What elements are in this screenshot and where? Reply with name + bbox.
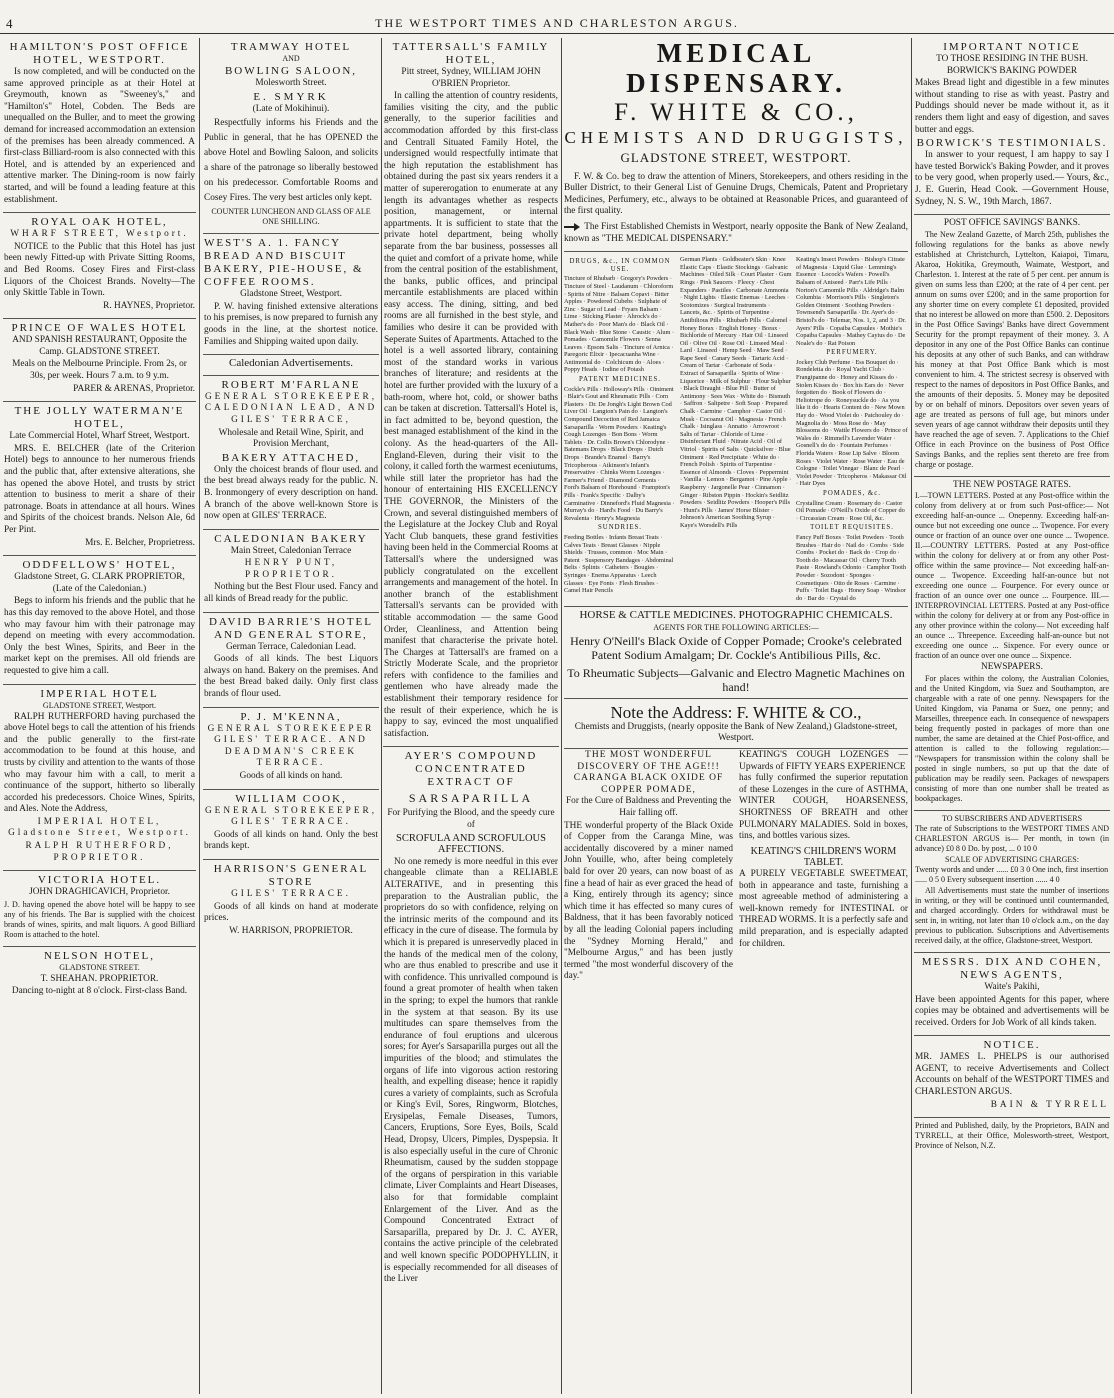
ad-body: Is now completed, and will be conducted on the same approved principle as at their Hotel at Greymouth, known as "Sweeney's," and "Hamilton's" Hotel, Cobden. The Beds are unequalled on the Buller, and to meet the growing demand for increased accommodation an extension of the premises has been already commenced. A first-class Billiard-room is also connected with this Hotel, and is attended by an experienced and attentive marker. The Dining-room is now fairly started, and will be found a leading feature at this establishment.	[4, 67, 195, 205]
ad-subheading: Main Street, Caledonian Terrace	[230, 545, 352, 556]
ad-heading: HARRISON'S GENERAL STORE	[213, 862, 369, 888]
ad-heading: THE MOST WONDERFUL DISCOVERY OF THE AGE!!! CARANGA BLACK OXIDE OF COPPER POMADE,	[573, 750, 724, 795]
address-body: Chemists and Druggists, (nearly opposite the Bank of New Zealand,) Gladstone-street, Westport.	[564, 722, 908, 749]
ad-product-name: SARSAPARILLA	[408, 791, 534, 806]
ad-postage-rates	[914, 477, 1110, 811]
rheumatic-note: To Rheumatic Subjects—Galvanic and Electro Magnetic Machines on hand!	[564, 666, 908, 699]
ad-subheading: For the Cure of Baldness and Preventing the Hair falling off.	[566, 796, 731, 819]
product-list-column-3	[796, 256, 908, 602]
ad-address: IMPERIAL HOTEL, Gladstone Street, Westport.	[8, 816, 191, 839]
ad-heading: VICTORIA HOTEL.	[37, 874, 162, 887]
ad-subheading: Late Commercial Hotel, Wharf Street, Westport.	[9, 431, 190, 442]
ad-body: NOTICE to the Public that this Hotel has just been newly Fitted-up with Private Sitting Rooms, and Bed Rooms. Cosey Fires and First-class Liquors of the Choicest Brands. Novelty—The only Skittle Table in Town.	[4, 241, 195, 299]
dispensary-established-line	[564, 222, 908, 245]
ad-heading: ODDFELLOWS' HOTEL,	[22, 559, 177, 572]
dispensary-established: The First Established Chemists in Westport, nearly opposite the Bank of New Zealand, known as "THE MEDICAL DISPENSARY."	[564, 221, 908, 244]
ad-heading-2: SCALE OF ADVERTISING CHARGES:	[945, 854, 1079, 864]
ad-heading-2: BORWICK'S TESTIMONIALS.	[916, 137, 1108, 150]
ad-heading: ROYAL OAK HOTEL,	[31, 216, 168, 229]
ad-royal-oak	[3, 213, 196, 319]
section-heading-caledonian: Caledonian Advertisements.	[203, 355, 379, 376]
ad-prince-of-wales	[3, 319, 196, 402]
ad-mfarlane	[203, 376, 379, 530]
dispensary-street: GLADSTONE STREET, WESTPORT.	[620, 150, 852, 165]
ad-body: Respectfully informs his Friends and the Public in general, that he has OPENED the above Hotel and Bowling Saloon, and solicits a share of the patronage so liberally bestowed on his predecessor. Comfortable Rooms and Cosey Fires. The very best articles only kept.	[204, 118, 378, 204]
ad-subheading: JOHN DRAGHICAVICH, Proprietor.	[29, 887, 170, 898]
column-rule	[911, 38, 912, 1394]
ad-body-2: A PURELY VEGETABLE SWEETMEAT, both in appearance and taste, furnishing a most agreeable method of administering a well-known remedy for INTESTINAL or THREAD WORMS. It is a perfectly safe and mild preparation, and is especially adapted for children.	[739, 869, 908, 949]
newspaper-title: THE WESTPORT TIMES AND CHARLESTON ARGUS.	[375, 16, 739, 30]
ad-heading: IMPORTANT NOTICE	[943, 41, 1081, 53]
ad-body: has fully confirmed the superior reputation of these Lozenges in the cure of ASTHMA, WINTER COUGH, HOARSENESS, SHORTNESS OF BREATH and other PULMONARY MALADIES. Sold in boxes, tins, and bottles various sizes.	[739, 773, 908, 842]
agents-list: Henry O'Neill's Black Oxide of Copper Pomade; Crooke's celebrated Patent Sodium Amalgam; Dr. Cockle's Antibilious Pills, &c.	[570, 633, 902, 662]
ad-body: Goods of all kinds on hand at moderate prices.	[204, 901, 378, 924]
dispensary-intro: F. W. & Co. beg to draw the attention of Miners, Storekeepers, and others residing in the Buller District, to their General List of Genuine Drugs, Chemicals, Patent and Proprietary Medicines, Perfumery, etc., always to be obtained at Reasonable Prices, and guaranteed of the first quality.	[564, 171, 908, 217]
ad-heading: AYER'S COMPOUND CONCENTRATED EXTRACT OF	[404, 750, 538, 789]
list-items: Jockey Club Perfume · Ess Bouquet do · Rondeletia do · Royal Yacht Club · Frangipanne do · Honey and Kisses do · Stolen Kisses do · Box his Ears do · Never forgotten do · Book of Flowers do · Heliotrope do · Roneysuckle do · As you like it do · Hearts Content do · New Mown Hay do · Wood Violet do · Patchouley do · Magnolia do · Moss Rose do · May Blossoms do · Wattle Flowers do · Prince of Wales do · Rimmell's Lavender Water · Gosnell's do do · Fountain Perfumes · Florida Waters · Rose Lip Salve · Bloom Roses · Violet Water · Rose Water · Eau de Cologne · Toilet Vinegar · Blanc de Pearl · Violet Powder · Tricopheros · Makassar Oil · Hair Dyes	[796, 358, 908, 488]
ad-subheading: TO THOSE RESIDING IN THE BUSH. BORWICK'S BAKING POWDER	[936, 54, 1088, 76]
ad-and: AND	[282, 54, 300, 63]
ad-subheading: AND SPANISH RESTAURANT, Opposite the Camp. GLADSTONE STREET.	[12, 335, 187, 357]
ad-heading: IMPERIAL HOTEL	[40, 687, 159, 700]
ad-heading: CALEDONIAN BAKERY	[214, 532, 368, 545]
ad-proprietor-name: E. SMYRK	[253, 90, 329, 103]
ad-heading-2: NEWSPAPERS.	[981, 662, 1043, 673]
ad-subheading: GILES' TERRACE.	[231, 888, 351, 899]
list-items: Cockle's Pills · Holloway's Pills · Ointment · Blair's Gout and Rheumatic Pills · Corn Plasters · Dr. De Jongh's Light Brown Cod Liver Oil · Langton's Pain do · Langton's Compound Decoction of Red Jamaica Sarsaparilla · Worm Powders · Keating's Cough Lozenges · Bon Bons · Worm Tablets · Dr. Collis Brown's Chlorodyne · Batemans Drops · Black Drops · Dutch Drops · Brande's Enamel · Barry's Tricopherous · Atkinson's Infant's Preservative · Chinks Worm Lozenges · Farmer's Friend · Diamond Cements · Ford's Balsam of Horehound · Frampton's Pills · Frank's Specific · Dalby's Carminative · Dinneford's Fluid Magnesia · Murray's do · Hard's Food · Du Barry's Revalenta · Henry's Magnesia	[564, 385, 675, 522]
ad-subheading-2: SCROFULA AND SCROFULOUS AFFECTIONS.	[396, 832, 546, 856]
ad-body: Goods of all kinds on hand. Only the best brands kept.	[204, 829, 378, 852]
ad-proprietor: HENRY PUNT, PROPRIETOR.	[244, 558, 338, 580]
ad-tattersalls	[383, 38, 559, 747]
ad-subheading: German Terrace, Caledonian Lead.	[225, 641, 357, 652]
ad-heading: DAVID BARRIE'S HOTEL AND GENERAL STORE,	[208, 615, 373, 641]
ad-signature: Mrs. E. Belcher, Proprietress.	[85, 537, 195, 548]
ad-subheading: GENERAL STOREKEEPER, CALEDONIAN LEAD, AND GILES' TERRACE,	[204, 391, 378, 425]
agents-heading: AGENTS FOR THE FOLLOWING ARTICLES:—	[653, 622, 819, 632]
list-items: German Plants · Goldbeater's Skin · Knee Elastic Caps · Elastic Stockings · Galvanic Machines · Oiled Silk · Court Plaster · Gum Rings · Pink Saucers · Fleecy · Chest Expanders · Pastiles · Carbonate Ammonia · Night Lights · Elastic Enemas · Leeches · Scotomizes · Surgical Instruments · Lancets, &c. · Spirits of Turpentine · Antibilious Pills · Rhubarb Pills · Calomel · Honey Borax · English Honey · Borax · Bichloride of Mercury · Hair Oil · Linseed Oil · Olive Oil · Rose Oil · Linseed Meal · Lard · Linseed · Hemp Seed · Maw Seed · Rape Seed · Canary Seeds · Tartaric Acid · Cream of Tartar · Carbonate of Soda · Extract of Sarsaparilla · Spirits of Wine · Liquorice · Milk of Sulphur · Flour Sulphur · Black Draught · Blue Pill · Butter of Antimony · Sees Wax · White do · Bismuth · Saffron · Saltpetre · Soft Soap · Prepared Chalk · Carmine · Camphor · Castor Oil · Musk · Cocoanut Oil · Magnesia · French Chalk · Isinglass · Annatto · Arrowroot · Salts of Tartar · Chloride of Lime · Disinfectant Fluid · Nitrate Acid · Oil of Vitriol · Spirits of Salts · Quicksilver · Blue Ointment · Red Precipitate · White do · French Polish · Spirits of Turpentine · Essence of Almonds · Cloves · Peppermint · Vanilla · Lemon · Bergamot · Pine Apple · Raspberry · Jargonelle Pear · Cinnamon · Ginger · Ribston Pippin · Hockin's Seidlitz Powders · Seidlitz Powders · Hooper's Pills · Hunt's Pills · James' Horse Blister · Johnson's American Soothing Syrup · Kaye's Worsdell's Pills	[680, 256, 792, 529]
ad-borwick	[914, 38, 1110, 215]
ad-subheading: GENERAL STOREKEEPER, GILES' TERRACE.	[204, 805, 378, 828]
ad-wests-bakery	[203, 234, 379, 355]
ad-signature: PARER & ARENAS, Proprietor.	[73, 383, 195, 394]
ad-ayers-sarsaparilla	[383, 747, 559, 1291]
ad-signature: T. SHEAHAN. PROPRIETOR.	[40, 973, 159, 984]
ad-body: Goods of all kinds on hand.	[239, 771, 343, 781]
list-section-heading: TOILET REQUISITES.	[810, 524, 894, 532]
ad-body: Makes Bread light and digestible in a few minutes without standing to rise as with yeast. Pastry and Puddings should never be made without it, as it renders them light and easy of digestion, and saves butter and eggs.	[915, 78, 1109, 135]
ad-oddfellows	[3, 556, 196, 684]
ad-heading: WILLIAM COOK,	[235, 792, 347, 805]
ad-harrison	[203, 860, 379, 943]
ad-heading: THE NEW POSTAGE RATES.	[953, 479, 1071, 490]
list-section-heading: DRUGS, &c., IN COMMON USE.	[569, 258, 671, 273]
ad-body: Meals on the Melbourne Principle. From 2s, or 30s, per week. Hours 7 a.m. to 9 y.m.	[12, 359, 187, 382]
ad-body: THE wonderful property of the Black Oxide of Copper from the Caranga Mine, was accidentally discovered by a miner named John Youille, who, after being completely bald for over 20 years, can now boast of as fine a head of hair as ever graced the head of a King, entirely through its agency; since which time it has effected so many cures of Baldness, that it has been favorably noticed by all the leading Colonial papers including the "Sydney Morning Herald," and "Melbourne Argus," and has been justly termed "the most wonderful discovery of the day."	[564, 820, 733, 982]
ad-heading: ROBERT M'FARLANE	[221, 378, 361, 391]
column-rule	[561, 38, 562, 1394]
product-list-column-2	[680, 256, 792, 602]
ad-nelson	[3, 947, 196, 1004]
ad-caledonian-bakery	[203, 530, 379, 613]
address-heading: Note the Address: F. WHITE & CO.,	[610, 702, 862, 722]
list-items: Keating's Insect Powders · Bishop's Citrate of Magnesia · Liquid Glue · Lemming's Essence · Locock's Wafers · Powell's Balsam of Aniseed · Parr's Life Pills · Norton's Camomile Pills · Aldridge's Balm Columbia · Morrison's Pills · Singleton's Golden Ointment · Soothing Powders · Townsend's Sarsaparilla · Dr. Ayer's do · Bristol's do · Telemar, Nos. 1, 2, and 3 · Dr. Ayers' Pills · Copaiba Capsules · Mothie's Copaiba Capsules · Mathey Cayius do · De Noale's do · Rat Poison	[796, 256, 906, 347]
ad-signature: W. HARRISON, PROPRIETOR.	[229, 925, 353, 936]
ad-body: In calling the attention of country residents, families visiting the city, and the public generally, to the superior facilities and accommodation afforded by this first-class and Centrall Situated Family Hotel, the undersigned would respectfully intimate that the high reputation the establishment has obtained during the past six years renders it a matter of supererogation to enumerate at any length its advantages whether as respects position, management, or internal appartments. It is sufficient to state that the private hotel department, being wholly separate from the bar business, possesses all the quiet and comfort of a private home, while from the central position of the establishment, the banks, public offices, and principal mercantile establishments are placed within easy access. The dining, sitting, and bed rooms are all furnished in the best style, and families who desire it can be provided with Seperate Suites of Apartments. Attached to the hotel is a well assorted library, containing most of the standard works in various branches of literature; and residents at the hotel are further provided with the luxury of a bath-room, where hot, cold, or shower baths can be taken at discretion. Tattersall's Hotel is, in fact admitted to be, beyond question, the best managed establishment of the kind in the colony. As the head-quarters of the All-England-Eleven, during their visit to the colony, it called forth the warmest eceniutums, while still later the proprietor has had the honour of entertaining HIS EXCELLENCY THE GOVERNOR, the Ministers of the Crown, and several distinguished members of the Legislature at the Jockey Club and Royal Yacht Club banquets, these grand festivities having been held in the Commercial Rooms at Tattersall's where the undersigned was publicly congratulated on the excellent arrangements and management of the hotel. In another branch of the establishment Tattersall's servants can be provided with stitable accommodation — the same Good Order, Cleanliness, and Attention being manifest that characterise the private hotel. The Charges at Tattersall's are framed on a Strictly Moderate Scale, and the proprietor refers with confidence to the families and gentlemen who have already made the establishment their temporary residence for the result of their experience, which he is happy to say, evinced the most unqualified satisfaction.	[384, 91, 558, 739]
ad-signature: RALPH RUTHERFORD, PROPRIETOR.	[25, 841, 174, 863]
ad-subheading: WHARF STREET, Westport.	[10, 229, 189, 240]
list-section-heading: POMADES, &c.	[823, 489, 881, 497]
list-items: Crystalline Cream · Rosemary do · Castor Oil Pomade · O'Neill's Oxide of Copper do · Circassian Cream · Rose Oil, &c.	[796, 499, 905, 522]
ad-victoria	[3, 871, 196, 947]
ad-dix-cohen	[914, 953, 1110, 1036]
ad-body: J. D. having opened the above hotel will be happy to see any of his friends. The Bar is supplied with the choicest brands of wines, spirits, and malt liquors. A good Billiard Room is attached to the hotel.	[4, 899, 195, 939]
ad-subheading: Waite's Pakihi,	[984, 981, 1040, 992]
ad-body: Dancing to-night at 8 o'clock. First-class Band.	[11, 986, 188, 997]
ad-body: MRS. E. BELCHER (late of the Criterion Hotel) begs to announce to her numerous friends and the public that, after extensive alterations, she has opened the above Hotel, and trusts by strict attention to business to merit a share of their patronage. Boats in attendance at all hours. Wines and Spirits of the choicest brands. Nelson Ale, 6d Per Pint.	[4, 443, 195, 535]
ad-body: The rate of Subscriptions to the WESTPORT TIMES AND CHARLESTON ARGUS is— Per month, in town (in advance) £0 8 0 Do. by post, ... 0 10 0	[915, 823, 1109, 853]
ad-subheading: BOWLING SALOON,	[224, 65, 358, 77]
ad-heading: HAMILTON'S POST OFFICE HOTEL, WESTPORT.	[9, 41, 190, 66]
dispensary-chemists: CHEMISTS AND DRUGGISTS,	[564, 128, 908, 147]
page-number: 4	[6, 16, 13, 31]
column-rule	[381, 38, 382, 1394]
ad-heading: POST OFFICE SAVINGS' BANKS.	[943, 218, 1081, 229]
ad-heading-2: KEATING'S CHILDREN'S WORM TABLET.	[750, 845, 897, 869]
column-1	[3, 38, 196, 1394]
ad-street: Molesworth Street.	[255, 78, 327, 88]
ad-subheading: GENERAL STOREKEEPER GILES' TERRACE. AND DEADMAN'S CREEK TERRACE.	[207, 723, 375, 769]
ad-subscribers	[914, 811, 1110, 953]
list-section-heading: SUNDRIES.	[598, 524, 642, 532]
ad-signature: BAIN & TYRRELL	[990, 1099, 1109, 1110]
column-4-medical-dispensary	[564, 38, 908, 1394]
ad-heading: TO SUBSCRIBERS AND ADVERTISERS	[941, 813, 1083, 823]
list-items: Tincture of Rhubarb · Gregory's Powders · Tincture of Steel · Laudanum · Chloroform · Spirits of Nitre · Balsam Copavi · Bitter Apples · Powdered Cubebs · Sulphate of Zinc · Sugar of Lead · Fryars Balsam · Lime · Sticking Plaster · Ahrock's do · Mather's do · Poor Man's do · Black Oil · Black Wash · Blue Stone · Caustic · Alum · Pomades · Camomile Flowers · Senna Leaves · Epsom Salts · Tincture of Arnica · Paregoric Elixir · Ipecacuanha Wine · Antimonial do · Colchicum do · Aloes · Poppy Heads · Iodine of Potash	[564, 275, 675, 374]
ad-hamilton	[3, 38, 196, 213]
ad-body-2: In answer to your request, I am happy to say I have tested Borwick's Baking Powder, and it proves to be very good, when properly used.— Yours, &c., J. E. Guerin, Head Cook. —Government House, Sydney, N. S. W., 19th March, 1867.	[915, 150, 1109, 207]
ad-body: MR. JAMES L. PHELPS is our authorised AGENT, to receive Advertisements and Collect Accounts on behalf of the WESTPORT TIMES and CHARLESTON ARGUS.	[915, 1052, 1109, 1098]
imprint-text: Printed and Published, daily, by the Proprietors, BAIN and TYRRELL, at their Office, Molesworth-street, Westport, Province of Nelson, N.Z.	[915, 1121, 1109, 1151]
ad-subheading: GLADSTONE STREET.	[59, 962, 140, 972]
list-section-heading: PERFUMERY.	[826, 349, 878, 357]
ad-late: (Late of Mokihinui).	[252, 103, 330, 114]
ad-body: Nothing but the Best Flour used. Fancy and all kinds of Bread ready for the public.	[204, 582, 378, 605]
ad-subheading: Pitt street, Sydney, WILLIAM JOHN O'BRIEN Proprietor.	[401, 67, 541, 89]
column-5	[914, 38, 1110, 1394]
ad-body: RALPH RUTHERFORD having purchased the above Hotel begs to call the attention of his friends and the public generally to the first-rate accommodation to be found at this house, and trusts by civility and attention to the wants of those who may favour him with a call, to merit a continuance of the support, hitherto so liberally accorded his predecessors. Choice Wines, Spirits, and Ales. Note the Address,	[4, 711, 195, 815]
product-list-column-1	[564, 256, 676, 602]
ad-body-2: For places within the colony, the Australian Colonies, and the United Kingdom, via Suez and Southampton, are chargeable with a rate of one penny. Newspapers for the United Kingdom, via Panama or Suez, one penny; and Marseilles, threepence each. In consequence of newspapers being frequently posted in packages of more than one number, the same are detained at the Chief Post-office, and attention is called to the following regulation:— "Newspapers for transmission within the colony shall be posted in single numbers, so put up that the date of publication may be readily seen. Packages of newspapers consisting of more than one number shall be treated as bookpackages.	[915, 673, 1109, 803]
ad-heading: NELSON HOTEL,	[44, 949, 155, 962]
ad-bakery-attached: BAKERY ATTACHED,	[221, 451, 361, 464]
list-items: Fancy Puff Boxes · Toilet Powders · Tooth Brushes · Hair do · Nail do · Combs · Side Combs · Pocket do · Back do · Crop do · Tooth do · Macassar Oil · Cherry Tooth Paste · Rowland's Odonto · Camphor Tooth Powder · Sozodont · Sponges · Cosmetiques · Otto de Roses · Carmine · Puffs · Toilet Bags · Honey Soap · Windsor do · Bar do · Crystal do	[796, 533, 907, 602]
ad-body: I.—TOWN LETTERS. Posted at any Post-office within the colony from delivery at or from such Post-office:— Not exceeding half-an-ounce ... Onepenny. Exceeding half-an-ounce but not exceeding one ounce ... Twopence. For every ounce or fraction of an ounce over one ounce ... Twopence. II.—COUNTRY LETTERS. Posted at any Post-office within the colony for delivery at or from any other Post-office within the same province— Not exceeding half-an-ounce ... Twopence. Exceeding half-an-ounce but not exceeding one ounce ... Fourpence. For every ounce or fraction of an ounce over one ounce ... Fourpence. III.—INTERPROVINCIAL LETTERS. Posted at any Post-office within the colony for delivery at or from any Post-office in any other province within the colony— Not exceeding half an ounce ... Threepence. Exceeding half-an-ounce but not exceeding one ounce ... Sixpence. For every ounce or fraction of an ounce over one ounce ... Sixpence.	[915, 491, 1109, 661]
masthead	[0, 12, 1114, 34]
ad-jolly-waterman	[3, 402, 196, 556]
ad-body-2: Only the choicest brands of flour used. and the best bread always ready for the public. N. B. Ironmongery of every description on hand. A branch of the above well-known Store is now open at GILES' TERRACE.	[204, 464, 378, 522]
bottom-ads	[564, 750, 908, 984]
ad-subheading: For Purifying the Blood, and the speedy cure of	[387, 808, 555, 831]
ad-signature: R. HAYNES, Proprietor.	[103, 300, 195, 311]
ad-notice-phelps	[914, 1036, 1110, 1118]
dispensary-title: MEDICAL DISPENSARY.	[626, 38, 846, 98]
imprint	[914, 1118, 1110, 1157]
ad-body-3: All Advertisements must state the number of insertions in writing, or they will be continued until countermanded, and charged accordingly. Orders for withdrawal must be sent in, in writing, not later than 10 o'clock a.m., on the day previous to publication. Subscriptions and Advertisements received daily, at the office, Gladstone-street, Westport.	[915, 885, 1109, 945]
ad-mkenna	[203, 708, 379, 790]
ad-body: The New Zealand Gazette, of March 25th, publishes the following regulations for the banks as above newly established at Christchurch, Lyttelton, Kaiapoi, Timaru, Akaroa, Hokitika, Greymouth, Waimate, Westport, and Charleston. 1. Interest at the rate of 5 per cent. per annum is given on sums less than £200; at the rate of 4 per cent. per annum on sums over £200; and in the same proportion for any shorter time on every complete £1 deposited, provided that no interest be allowed on more than £500. 2. Depositors in the Post Office Savings' Banks have direct Government Security for the prompt repayment of their money. 3. A depositor in any one of the Post Office Banks can continue his deposits at any other of such Banks, and can withdraw his money at that Post Office Bank which is most convenient to him. 4. The strictest secresy is observed with respect to the names of depositors in Post Office Banks, and the amounts of their deposits. 5. Money may be deposited by or on behalf of minors. Depositors over seven years of age are treated as persons of full age, but minors under seven years of age cannot withdraw their deposits until they have reached the age of seven. 7. Applications to the Chief Office in each Province on the business of Post Office Savings Banks, and the replies sent thereto are free from charge or postage.	[915, 229, 1109, 469]
list-items: Feeding Bottles · Infants Breast Teats · Calves Teats · Breast Glasses · Nipple Shields · Trusses, common · Moc Main · Patent · Suspensory Bandages · Abdominal Belts · Splints · Catheters · Bougies · Syringes · Enema Apparatus · Leech Glasses · Eye Fonts · Flesh Brushes · Camel Hair Pencils	[564, 533, 674, 595]
ad-body: P. W. having finished extensive alterations to his premises, is now prepared to furnish any goods in the line, at the shortest notice. Families and Shipping waited upon daily.	[204, 301, 378, 347]
ad-heading: TATTERSALL'S FAMILY HOTEL,	[392, 41, 550, 66]
ad-heading: TRAMWAY HOTEL	[230, 41, 352, 53]
list-section-heading: PATENT MEDICINES.	[579, 376, 661, 384]
column-2	[203, 38, 379, 1394]
dispensary-firm: F. WHITE & CO.,	[614, 99, 858, 126]
product-list	[564, 251, 908, 607]
horse-cattle-line: HORSE & CATTLE MEDICINES. PHOTOGRAPHIC CHEMICALS.	[579, 609, 893, 622]
ad-heading: THE JOLLY WATERMAN'E HOTEL,	[14, 405, 185, 431]
ad-heading: NOTICE.	[983, 1039, 1041, 1052]
ad-william-cook	[203, 790, 379, 860]
column-3	[383, 38, 559, 1394]
ad-david-barrie	[203, 613, 379, 708]
column-rule	[199, 38, 200, 1394]
ad-heading: KEATING'S COUGH LOZENGES —Upwards of FIFTY YEARS EXPERIENCE	[739, 750, 908, 772]
ad-footer: COUNTER LUNCHEON AND GLASS OF ALE ONE SHILLING.	[211, 207, 371, 227]
ad-savings-banks	[914, 215, 1110, 477]
ad-body: Wholesale and Retail Wine, Spirit, and Provision Merchant,	[218, 427, 364, 450]
ad-body: No one remedy is more needful in this ever changeable climate than a RELIABLE ALTERATIVE, and in presenting this preparation to the Australian public, the proprietors do so with confidence, relying on the intrinsic merits of the compound and its efficacy in the cure of disease. The formula by which it is prepared is unreservedly placed in the hands of the medical men of the colony, who are thus enabled to prescribe and use it with confidence. This unrivalled compound is found a great promoter of health when taken in the spring; to expel the humors that rankle in the system at that season. By its use multitudes can spare themselves from the endurance of foul eruptions and ulcerous sores; for Ayer's Sarsaparilla purges out all the impurities of the blood; and stimulates the organs of life into vigorous action restoring health, and expelling disease; hence it rapidly cures a variety of complaints, such as Scrofula or King's Evil, Sores, Ringworm, Blotches, Erysipelas, Female Diseases, Tumors, Cancers, Eruptions, Sore Eyes, Boils, Scald Head, Dropsy, Ulcers, Pimples, Dyspepsia. It is also especially useful in the cure of Chronic Rheumatism, caused by the sudden stoppage of the organs of perspiration in this variable climate, Liver Complaints and Heart Diseases, also for that formidable complaint Enlargement of the Liver. And as the Compound Concentrated Extract of Sarsaparilla, prepared by Dr. J. C. AYER, contains the active principle of the celebrated and well known specific PODOPHYLLIN, it is especially recommended for all diseases of the Liver	[384, 856, 558, 1285]
ad-body: Begs to inform his friends and the public that he has this day removed to the above Hotel, and those who may favour him with their patronage may depend on meeting with every accommodation. Only the best Wines, Spirits, and Beer in the market kept on the premises. All old friends are requested to give him a call.	[4, 596, 195, 676]
ad-heading: P. J. M'KENNA,	[240, 710, 342, 723]
ad-subheading: Gladstone Street, G. CLARK PROPRIETOR, (Late of the Caledonian.)	[14, 572, 185, 594]
ad-tramway	[203, 38, 379, 234]
pointing-hand-icon	[564, 223, 582, 231]
ad-subheading: GLADSTONE STREET, Westport.	[42, 700, 157, 710]
ad-body: Goods of all kinds. The best Liquors always on hand. Bakery on the premises. And the best Bread baked daily. Only first class brands of flour used.	[204, 654, 378, 700]
ad-subheading: Gladstone Street, Westport.	[240, 289, 342, 300]
ad-heading: MESSRS. DIX AND COHEN, NEWS AGENTS,	[921, 955, 1103, 981]
ad-heading: PRINCE OF WALES HOTEL	[11, 322, 188, 335]
ad-imperial	[3, 685, 196, 872]
ad-heading: WEST'S A. 1. FANCY BREAD AND BISCUIT BAKERY, PIE-HOUSE, & COFFEE ROOMS.	[204, 237, 364, 289]
ad-body: Have been appointed Agents for this paper, where copies may be obtained and advertisements will be received. Orders for Job Work of all kinds taken.	[915, 994, 1109, 1028]
ad-body-2: Twenty words and under ...... £0 3 0 One inch, first insertion ...... 0 5 0 Every subsequent insertion ...... 4 0	[915, 864, 1109, 884]
ad-caranga	[564, 750, 733, 984]
ad-keating	[739, 750, 908, 984]
